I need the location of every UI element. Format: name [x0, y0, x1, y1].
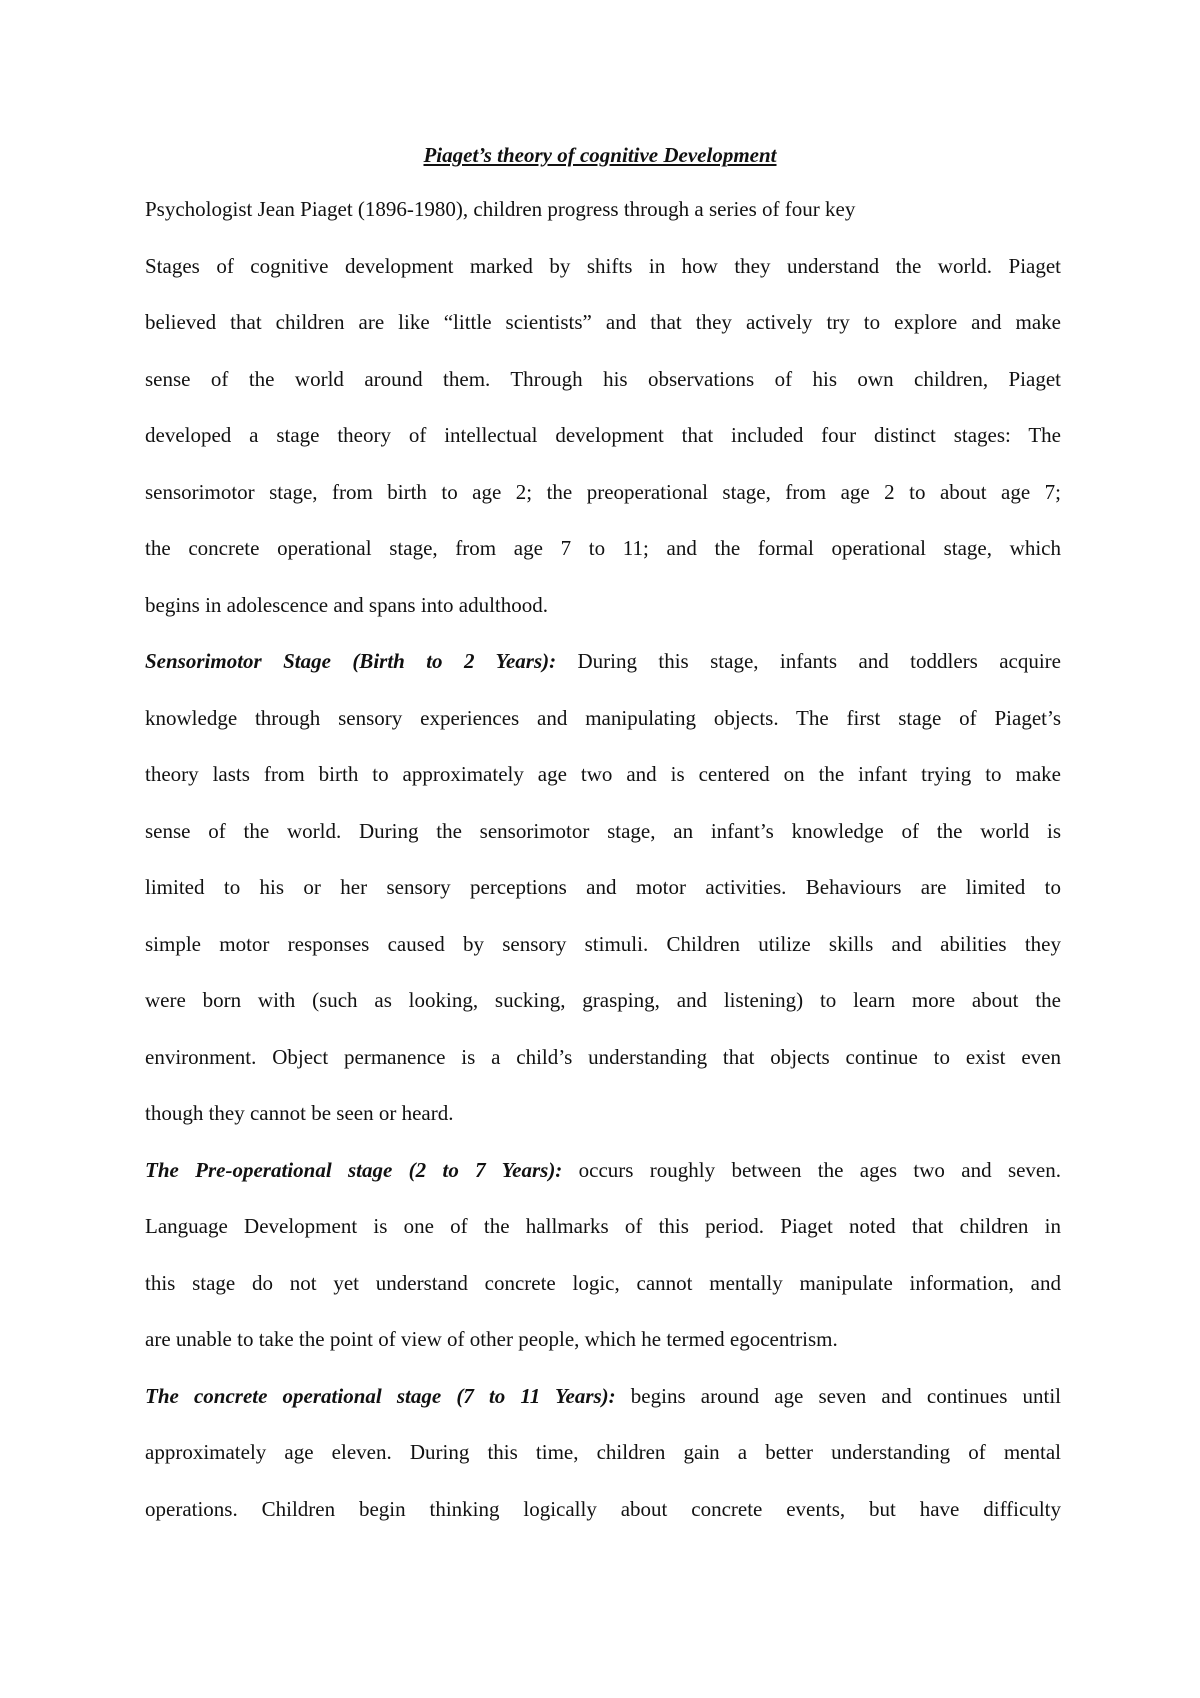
line-text: the concrete operational stage, from age 7 to 11; and the formal operational stage, which [145, 536, 1061, 560]
line-text: begins around age seven and continues until [615, 1383, 1061, 1408]
line-text: were born with (such as looking, sucking, grasping, and listening) to learn more about the [145, 988, 1061, 1012]
line-text: knowledge through sensory experiences and manipulating objects. The first stage of Piaget’s [145, 705, 1061, 730]
document-title: Piaget’s theory of cognitive Development [423, 143, 777, 167]
line-text: Stages of cognitive development marked by shifts in how they understand the world. Piaget [145, 253, 1061, 278]
text-line [145, 1214, 1061, 1271]
text-line [145, 254, 1061, 311]
text-line [145, 649, 1061, 706]
text-line [145, 1440, 1061, 1497]
text-line [145, 197, 1061, 254]
line-text: During this stage, infants and toddlers acquire [556, 649, 1061, 673]
section-heading: The Pre-operational stage (2 to 7 Years): [145, 1157, 563, 1182]
text-line [145, 932, 1061, 989]
text-line [145, 480, 1061, 537]
line-text: limited to his or her sensory perceptions and motor activities. Behaviours are limited to [145, 875, 1061, 899]
line-text: Psychologist Jean Piaget (1896-1980), children progress through a series of four key [145, 197, 856, 221]
text-line [145, 536, 1061, 593]
line-text: developed a stage theory of intellectual development that included four distinct stages: The [145, 423, 1061, 447]
line-text: operations. Children begin thinking logically about concrete events, but have difficulty [145, 1496, 1061, 1521]
line-text: begins in adolescence and spans into adulthood. [145, 592, 548, 617]
document-body [145, 197, 1061, 1553]
text-line [145, 1101, 1061, 1158]
text-line [145, 423, 1061, 480]
line-text: occurs roughly between the ages two and seven. [562, 1157, 1061, 1182]
text-line [145, 706, 1061, 763]
line-text: simple motor responses caused by sensory stimuli. Children utilize skills and abilities they [145, 931, 1061, 956]
line-text: environment. Object permanence is a child’s understanding that objects continue to exist even [145, 1044, 1061, 1069]
line-text: sense of the world. During the sensorimotor stage, an infant’s knowledge of the world is [145, 818, 1061, 843]
line-text: this stage do not yet understand concrete logic, cannot mentally manipulate information, and [145, 1270, 1061, 1295]
line-text: though they cannot be seen or heard. [145, 1101, 454, 1125]
text-line [145, 1158, 1061, 1215]
text-line [145, 1327, 1061, 1384]
line-text: theory lasts from birth to approximately age two and is centered on the infant trying to make [145, 762, 1061, 786]
section-heading: The concrete operational stage (7 to 11 Years): [145, 1383, 616, 1408]
text-line [145, 1497, 1061, 1554]
line-text: approximately age eleven. During this time, children gain a better understanding of mental [145, 1440, 1061, 1464]
line-text: sense of the world around them. Through his observations of his own children, Piaget [145, 366, 1061, 391]
line-text: Language Development is one of the hallmarks of this period. Piaget noted that children in [145, 1214, 1061, 1238]
text-line [145, 367, 1061, 424]
text-line [145, 1045, 1061, 1102]
text-line [145, 1271, 1061, 1328]
line-text: sensorimotor stage, from birth to age 2; the preoperational stage, from age 2 to about age 7; [145, 479, 1061, 504]
text-line [145, 310, 1061, 367]
text-line [145, 1384, 1061, 1441]
text-line [145, 819, 1061, 876]
section-heading: Sensorimotor Stage (Birth to 2 Years): [145, 649, 557, 673]
line-text: are unable to take the point of view of other people, which he termed egocentrism. [145, 1327, 838, 1351]
text-line [145, 762, 1061, 819]
text-line [145, 988, 1061, 1045]
line-text: believed that children are like “little scientists” and that they actively try to explore and make [145, 310, 1061, 334]
text-line [145, 875, 1061, 932]
text-line [145, 593, 1061, 650]
